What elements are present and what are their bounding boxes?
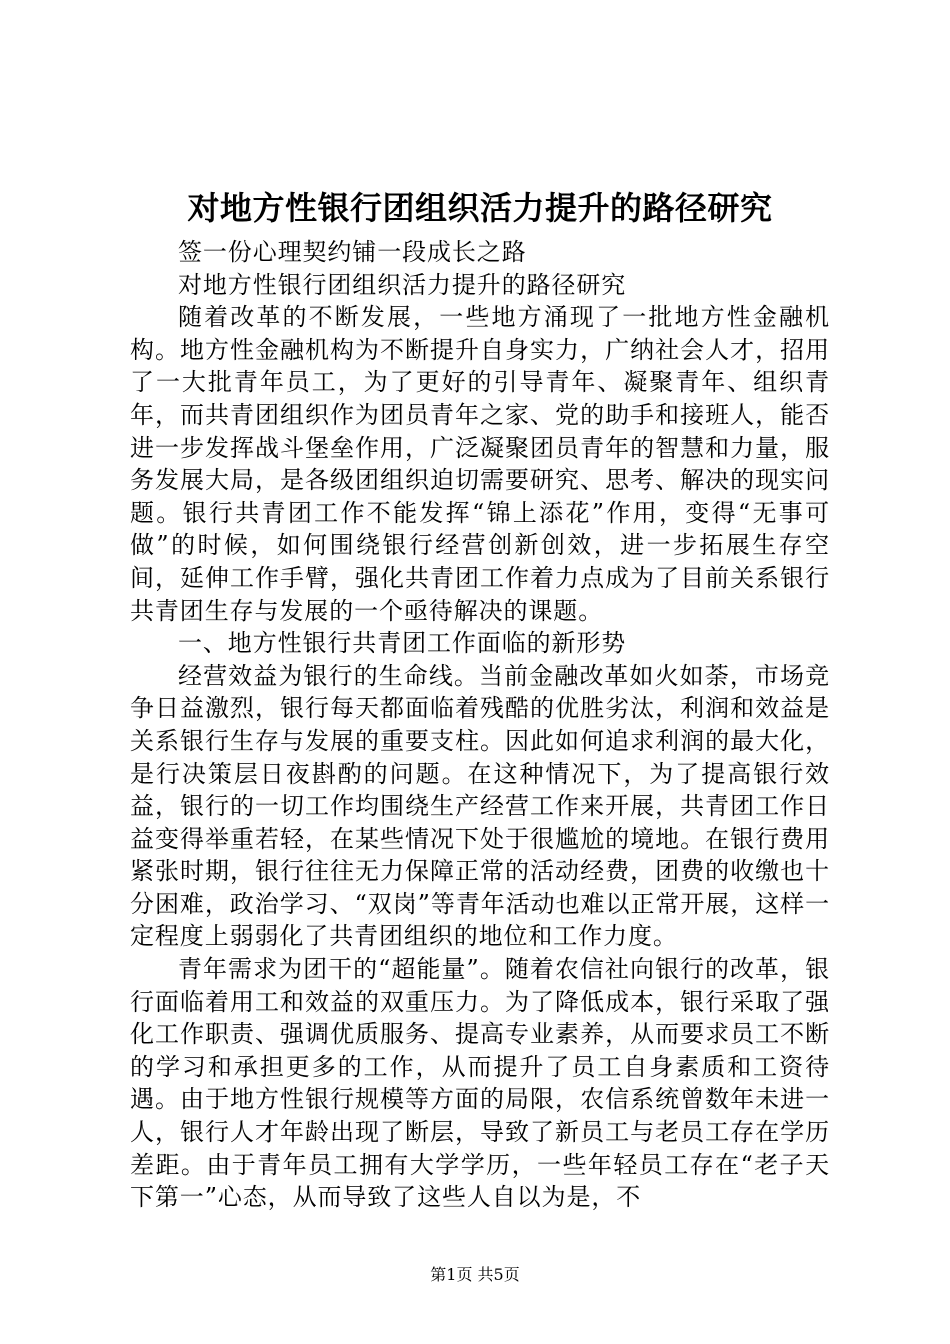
title-repeat-line: 对地方性银行团组织活力提升的路径研究 <box>178 270 627 299</box>
subtitle-line: 签一份心理契约铺一段成长之路 <box>178 238 527 266</box>
body-paragraph: 青年需求为团干的“超能量”。随着农信社向银行的改革，银行面临着用工和效益的双重压力。为了降低成本，银行采取了强化工作职责、强调优质服务、提高专业素养，从而要求员工不断的学习和承担更多的工作，从而提升了员工自身素质和工资待遇。由于地方性银行规模等方面的局限，农信系统曾数年未进一人，银行人才年龄出现了断层，导致了新员工与老员工存在学历差距。由于青年员工拥有大学学历，一些年轻员工存在“老子天下第一”心态，从而导致了这些人自以为是，不 <box>130 955 830 1212</box>
section-heading: 一、地方性银行共青团工作面临的新形势 <box>178 629 627 658</box>
body-paragraph: 经营效益为银行的生命线。当前金融改革如火如荼，市场竞争日益激烈，银行每天都面临着残酷的优胜劣汰，利润和效益是关系银行生存与发展的重要支柱。因此如何追求利润的最大化，是行决策层日夜斟酌的问题。在这种情况下，为了提高银行效益，银行的一切工作均围绕生产经营工作来开展，共青团工作日益变得举重若轻，在某些情况下处于很尴尬的境地。在银行费用紧张时期，银行往往无力保障正常的活动经费，团费的收缴也十分困难，政治学习、“双岗”等青年活动也难以正常开展，这样一定程度上弱弱化了共青团组织的地位和工作力度。 <box>130 661 830 951</box>
document-body <box>130 236 830 1214</box>
document-title: 对地方性银行团组织活力提升的路径研究 <box>187 189 773 227</box>
page-footer: 第1页 共5页 <box>430 1265 520 1284</box>
body-paragraph: 随着改革的不断发展，一些地方涌现了一批地方性金融机构。地方性金融机构为不断提升自身实力，广纳社会人才，招用了一大批青年员工，为了更好的引导青年、凝聚青年、组织青年，而共青团组织作为团员青年之家、党的助手和接班人，能否进一步发挥战斗堡垒作用，广泛凝聚团员青年的智慧和力量，服务发展大局，是各级团组织迫切需要研究、思考、解决的现实问题。银行共青团工作不能发挥“锦上添花”作用，变得“无事可做”的时候，如何围绕银行经营创新创效，进一步拓展生存空间，延伸工作手臂，强化共青团工作着力点成为了目前关系银行共青团生存与发展的一个亟待解决的课题。 <box>130 303 830 625</box>
